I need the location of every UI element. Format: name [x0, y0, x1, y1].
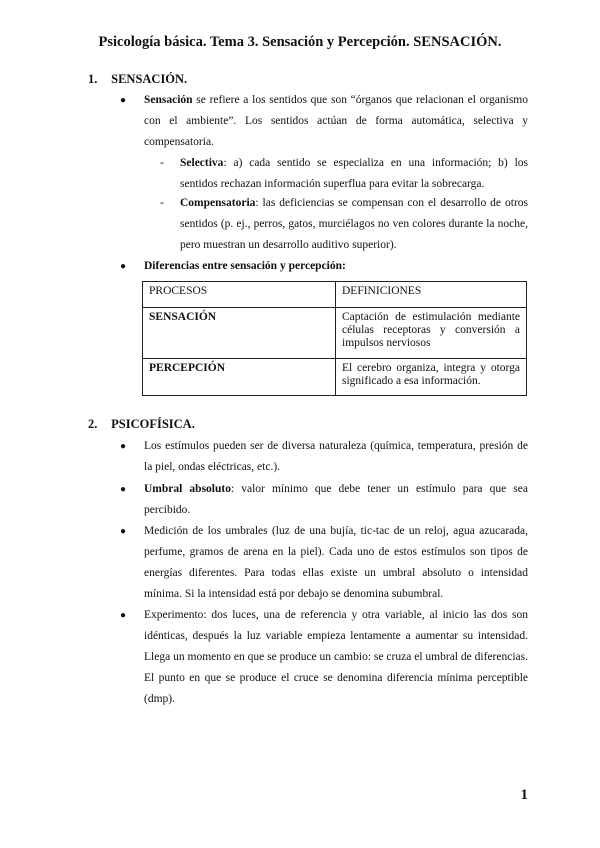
- bullet-text: [144, 479, 528, 521]
- table-row: [143, 359, 527, 396]
- section-2-heading: [88, 417, 195, 432]
- page-number: 1: [520, 787, 528, 803]
- section-1-number: 1.: [88, 72, 98, 86]
- sub-item-selectiva: [160, 153, 528, 195]
- bullet-text: Experimento: dos luces, una de referencia y otra variable, al inicio las dos son idénticas, después la luz variable empieza lentamente a aumentar su intensidad. Llega un momento en que se produce un cambio: se cruza el umbral de diferencias. El punto en que se produce el cruce se denomina diferencia mínima perceptible (dmp).: [144, 609, 528, 705]
- section-1-heading: [88, 72, 187, 87]
- table-header-row: [143, 282, 527, 308]
- sub-item-text: [180, 193, 528, 256]
- table-cell-definicion: Captación de estimulación mediante células receptoras y conversión a impulsos nerviosos: [336, 308, 527, 359]
- bullet-text: Los estímulos pueden ser de diversa naturaleza (química, temperatura, presión de la piel, ondas eléctricas, etc.).: [144, 440, 528, 473]
- bullet-dot-icon: ●: [120, 95, 127, 106]
- bullet-dot-icon: ●: [120, 441, 127, 452]
- term-umbral-absoluto: Umbral absoluto: [144, 483, 231, 495]
- bullet-sensacion: [120, 90, 528, 153]
- term-compensatoria: Compensatoria: [180, 197, 256, 209]
- table-cell-proceso: SENSACIÓN: [143, 308, 336, 359]
- table-cell-definicion: El cerebro organiza, integra y otorga significado a esa información.: [336, 359, 527, 396]
- bullet-body: : valor mínimo que debe tener un estímulo para que sea percibido.: [144, 483, 528, 516]
- table-row: [143, 308, 527, 359]
- section-2-number: 2.: [88, 417, 98, 431]
- procesos-table: [142, 281, 527, 396]
- bullet-body: se refiere a los sentidos que son “órganos que relacionan el organismo con el ambiente”. Los sentidos actúan de forma automática, selectiva y compensatoria.: [144, 94, 528, 148]
- dash-marker: -: [160, 157, 164, 169]
- bullet-dot-icon: ●: [120, 261, 127, 272]
- sub-item-body: : las deficiencias se compensan con el desarrollo de otros sentidos (p. ej., perros, gatos, murciélagos no ven colores durante la noche, pero muestran un desarrollo auditivo superior).: [180, 197, 528, 251]
- bullet-experimento: [120, 605, 528, 710]
- sub-item-text: [180, 153, 528, 195]
- sub-item-body: : a) cada sentido se especializa en una información; b) los sentidos rechazan información superflua para evitar la sobrecarga.: [180, 157, 528, 190]
- term-selectiva: Selectiva: [180, 157, 224, 169]
- table-header-definiciones: DEFINICIONES: [336, 282, 527, 308]
- page-title: Psicología básica. Tema 3. Sensación y Percepción. SENSACIÓN.: [98, 34, 502, 50]
- bullet-body: Diferencias entre sensación y percepción:: [144, 260, 346, 272]
- bullet-text: Medición de los umbrales (luz de una bujía, tic-tac de un reloj, agua azucarada, perfume, gramos de arena en la piel). Cada uno de estos estímulos son tipos de energías diferentes. Para todas ellas existe un umbral absoluto o intensidad mínima. Si la intensidad está por debajo se denomina subumbral.: [144, 525, 528, 600]
- bullet-umbral-absoluto: [120, 479, 528, 521]
- term-sensacion: Sensación: [144, 94, 193, 106]
- table-cell-proceso: PERCEPCIÓN: [143, 359, 336, 396]
- table-header-procesos: PROCESOS: [143, 282, 336, 308]
- section-1-title: SENSACIÓN.: [111, 72, 188, 86]
- bullet-estimulos: [120, 436, 528, 478]
- bullet-diferencias: [120, 256, 528, 277]
- bullet-medicion: [120, 521, 528, 605]
- dash-marker: -: [160, 197, 164, 209]
- section-2-title: PSICOFÍSICA.: [111, 417, 195, 431]
- bullet-text: [144, 90, 528, 153]
- bullet-text: [144, 256, 528, 277]
- bullet-dot-icon: ●: [120, 610, 127, 621]
- bullet-dot-icon: ●: [120, 526, 127, 537]
- bullet-dot-icon: ●: [120, 484, 127, 495]
- sub-item-compensatoria: [160, 193, 528, 256]
